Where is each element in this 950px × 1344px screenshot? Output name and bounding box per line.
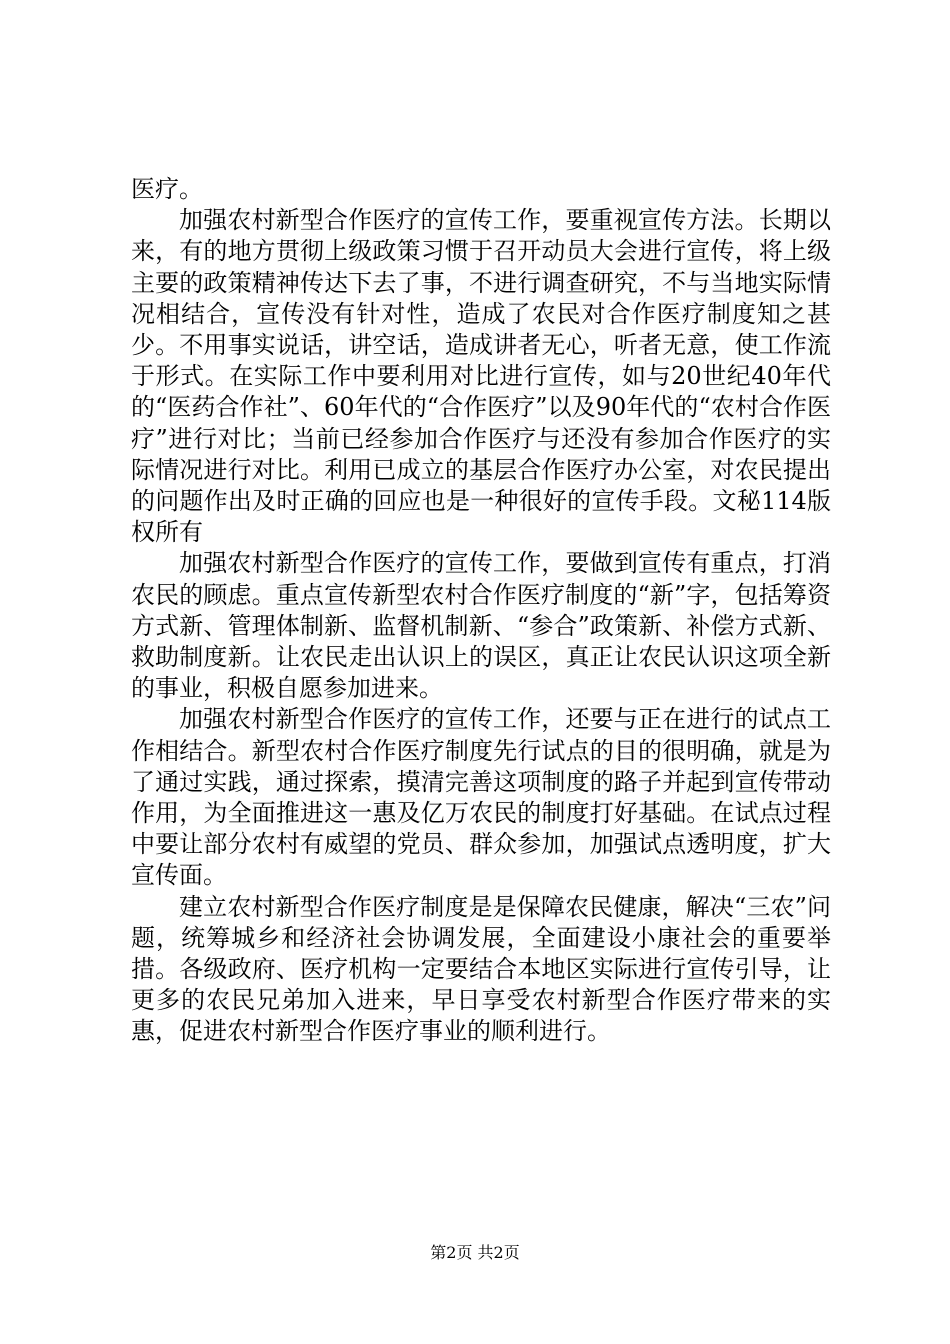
paragraph-publicity-method: 加强农村新型合作医疗的宣传工作，要重视宣传方法。长期以来，有的地方贯彻上级政策习惯于召开动员大会进行宣传，将上级主要的政策精神传达下去了事，不进行调查研究，不与当地实际情况相结合，宣传没有针对性，造成了农民对合作医疗制度知之甚少。不用事实说话，讲空话，造成讲者无心，听者无意，使工作流于形式。在实际工作中要利用对比进行宣传，如与20世纪40年代的“医药合作社”、60年代的“合作医疗”以及90年代的“农村合作医疗”进行对比；当前已经参加合作医疗与还没有参加合作医疗的实际情况进行对比。利用已成立的基层合作医疗办公室，对农民提出的问题作出及时正确的回应也是一种很好的宣传手段。文秘114版权所有 xyxy=(131,206,831,547)
page-number-footer: 第2页 共2页 xyxy=(430,1243,520,1262)
document-body xyxy=(131,174,831,1048)
paragraph-pilot-work: 加强农村新型合作医疗的宣传工作，还要与正在进行的试点工作相结合。新型农村合作医疗制度先行试点的目的很明确，就是为了通过实践，通过探索，摸清完善这项制度的路子并起到宣传带动作用，为全面推进这一惠及亿万农民的制度打好基础。在试点过程中要让部分农村有威望的党员、群众参加，加强试点透明度，扩大宣传面。 xyxy=(131,705,831,890)
paragraph-continuation: 医疗。 xyxy=(131,175,203,203)
paragraph-publicity-focus: 加强农村新型合作医疗的宣传工作，要做到宣传有重点，打消农民的顾虑。重点宣传新型农村合作医疗制度的“新”字，包括筹资方式新、管理体制新、监督机制新、“参合”政策新、补偿方式新、救助制度新。让农民走出认识上的误区，真正让农民认识这项全新的事业，积极自愿参加进来。 xyxy=(131,549,831,703)
paragraph-conclusion: 建立农村新型合作医疗制度是是保障农民健康，解决“三农”问题，统筹城乡和经济社会协调发展，全面建设小康社会的重要举措。各级政府、医疗机构一定要结合本地区实际进行宣传引导，让更多的农民兄弟加入进来，早日享受农村新型合作医疗带来的实惠，促进农村新型合作医疗事业的顺利进行。 xyxy=(131,892,831,1046)
